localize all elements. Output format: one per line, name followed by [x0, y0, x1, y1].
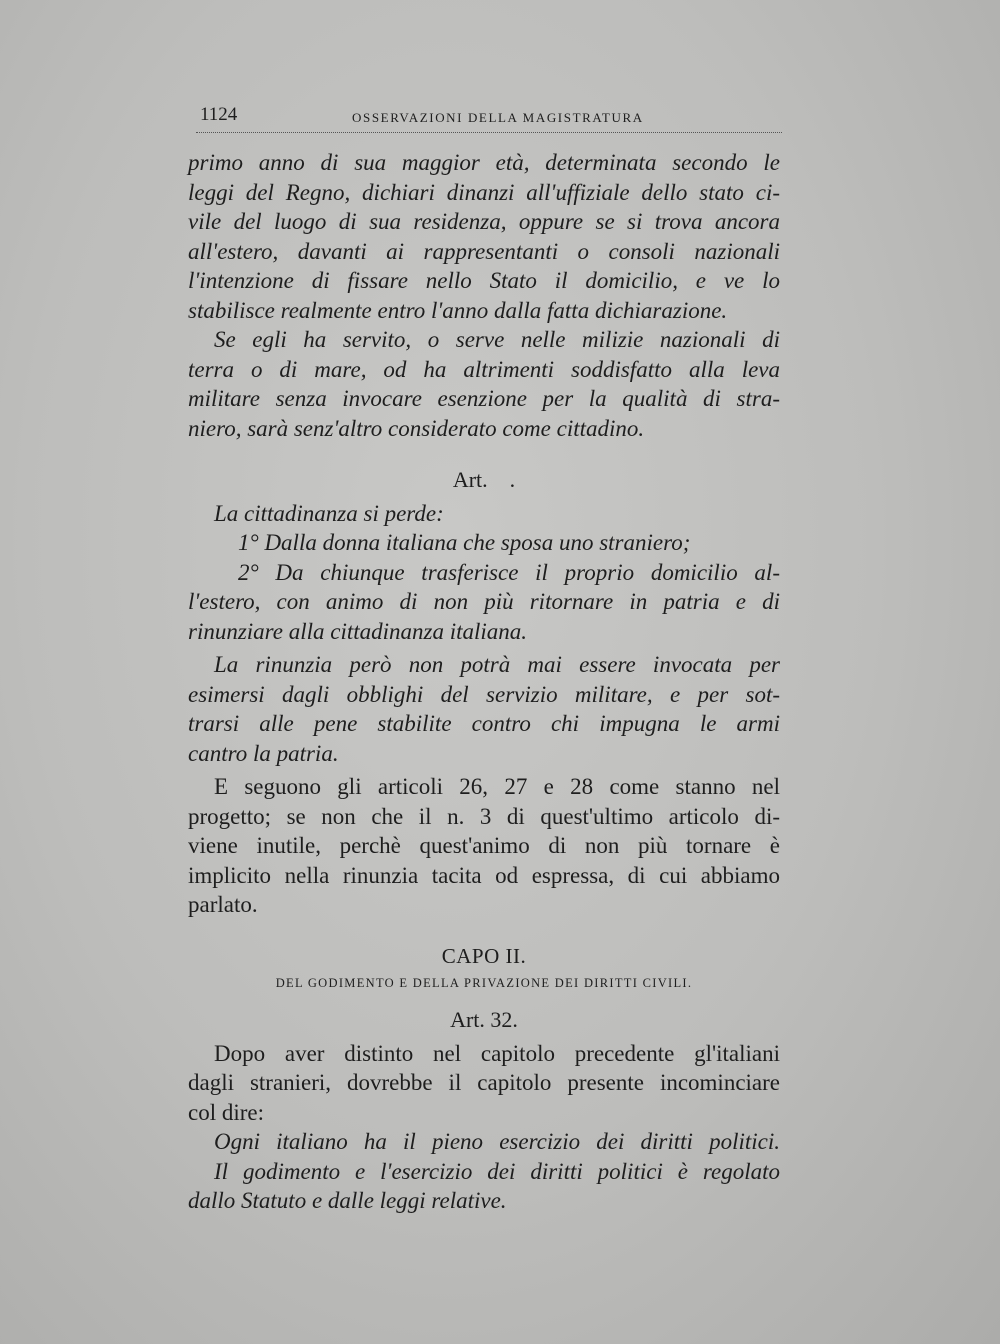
paragraph-loss-of-citizenship: [188, 499, 780, 647]
text-line: progetto; se non che il n. 3 di quest'ultimo articolo di-: [188, 803, 780, 829]
text-line: La cittadinanza si perde:: [214, 500, 444, 526]
text-line: implicito nella rinunzia tacita od espressa, di cui abbiamo: [188, 862, 780, 888]
text-line: dallo Statuto e dalle leggi relative.: [188, 1188, 507, 1213]
text-line: esimersi dagli obblighi del servizio militare, e per sot-: [188, 681, 780, 707]
article-heading: Art. .: [452, 467, 516, 492]
paragraph-articles-follow: [188, 772, 780, 920]
text-line: militare senza invocare esenzione per la qualità di stra-: [188, 386, 780, 411]
text-line: La rinunzia però non potrà mai essere invocata per: [214, 652, 780, 677]
text-line: E seguono gli articoli 26, 27 e 28 come stanno nel: [214, 774, 780, 799]
text-line: 2° Da chiunque trasferisce il proprio domicilio al-: [238, 559, 780, 585]
text-line: vile del luogo di sua residenza, oppure se si trova ancora: [188, 209, 780, 234]
text-line: stabilisce realmente entro l'anno dalla fatta dichiarazione.: [188, 297, 728, 323]
text-line: Se egli ha servito, o serve nelle milizie nazionali di: [214, 327, 780, 352]
text-line: primo anno di sua maggior età, determinata secondo le: [188, 150, 780, 175]
text-line: trarsi alle pene stabilite contro chi impugna le armi: [188, 711, 780, 736]
chapter-subheading: DEL GODIMENTO E DELLA PRIVAZIONE DEI DIRITTI CIVILI.: [275, 976, 693, 990]
paragraph-political-rights: [188, 1127, 780, 1216]
page-header: [196, 104, 782, 144]
page-number: 1124: [200, 104, 238, 125]
body-text: [188, 148, 780, 1216]
text-line: l'intenzione di fissare nello Stato il domicilio, e ve lo: [188, 268, 780, 293]
paragraph-military-service: [188, 325, 780, 443]
text-line: col dire:: [188, 1099, 264, 1125]
text-line: 1° Dalla donna italiana che sposa uno straniero;: [238, 530, 691, 555]
text-line: terra o di mare, od ha altrimenti soddisfatto alla leva: [188, 356, 780, 382]
text-line: all'estero, davanti ai rappresentanti o consoli nazionali: [188, 238, 780, 264]
chapter-heading: CAPO II.: [441, 943, 527, 968]
paragraph-renunciation: [188, 650, 780, 768]
text-line: leggi del Regno, dichiari dinanzi all'uffiziale dello stato ci-: [188, 179, 780, 205]
text-line: niero, sarà senz'altro considerato come cittadino.: [188, 415, 645, 441]
text-line: Il godimento e l'esercizio dei diritti politici è regolato: [214, 1158, 780, 1184]
text-line: parlato.: [188, 892, 258, 917]
text-line: viene inutile, perchè quest'animo di non più tornare è: [188, 833, 780, 858]
running-head: OSSERVAZIONI DELLA MAGISTRATURA: [352, 110, 644, 125]
text-line: dagli stranieri, dovrebbe il capitolo presente incominciare: [188, 1070, 780, 1095]
text-line: l'estero, con animo di non più ritornare in patria e di: [188, 589, 780, 614]
paragraph-continuation: [188, 148, 780, 325]
article-heading-32: Art. 32.: [450, 1007, 518, 1032]
text-line: rinunziare alla cittadinanza italiana.: [188, 618, 528, 644]
paragraph-article-32: [188, 1039, 780, 1128]
text-line: cantro la patria.: [188, 740, 339, 766]
text-line: Dopo aver distinto nel capitolo precedente gl'italiani: [214, 1040, 780, 1066]
header-rule: [196, 132, 782, 133]
text-line: Ogni italiano ha il pieno esercizio dei diritti politici.: [214, 1129, 780, 1154]
